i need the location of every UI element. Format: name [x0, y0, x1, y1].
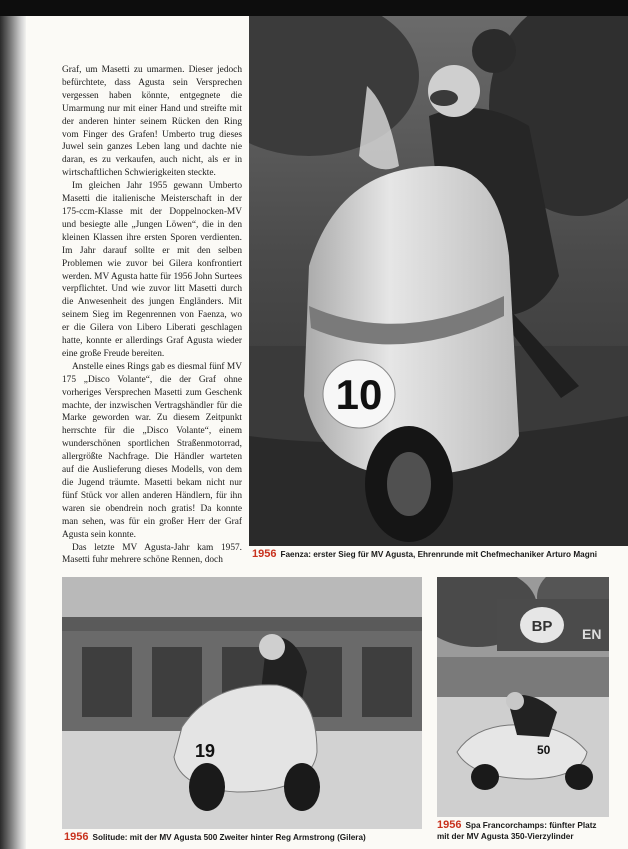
caption-text: Solitude: mit der MV Agusta 500 Zweiter hinter Reg Armstrong (Gilera) [92, 833, 366, 842]
paragraph-1: Graf, um Masetti zu umarmen. Dieser jedoch befürchtete, dass Agusta sein Versprechen vergessen haben könnte, entgegnete die Umarmung nur mit einer Hand und streifte mit der anderen hinter seinem Rücken den Ring vom Finger des Grafen! Umberto trug dieses Juwel sein ganzes Leben lang und dachte nie daran, es zu verkaufen, auch nicht, als er in wirtschaftlichen Schwierigkeiten steckte. [62, 65, 242, 179]
solitude-caption [64, 832, 424, 843]
race-number-10: 10 [335, 371, 383, 418]
en-sign: EN [582, 626, 602, 642]
main-photo-faenza [249, 16, 628, 546]
photo-spa-francorchamps [437, 577, 609, 817]
caption-year: 1956 [64, 831, 89, 843]
photo-solitude [62, 577, 422, 829]
caption-text: Spa Francorchamps: fünfter Platz mit der MV Agusta 350-Vierzylinder [437, 821, 597, 841]
race-number-50: 50 [537, 743, 551, 757]
caption-year: 1956 [252, 548, 277, 560]
spa-caption [437, 820, 609, 842]
top-scan-border [0, 0, 628, 16]
article-text-column [62, 64, 242, 567]
paragraph-3: Anstelle eines Rings gab es diesmal fünf MV 175 „Disco Volante“, die der Graf ohne vorheriges Versprechen Masetti zum Geschenk machte, der inzwischen Vertragshändler für die Marke geworden war. Zu diesem Zeitpunkt herrschte für die „Disco Volante“, einem wunderschönen sportlichen Straßenmotorrad, allergrößte Nachfrage. Die Händler warteten auf die Auslieferung dieses Modells, von dem die Jugend träumte. Masetti bekam nicht nur fünf Stück vor allen anderen Händlern, für ihn waren sie obendrein noch gratis! Da konnte man sehen, was für ein großer Herr der Graf Agusta sein konnte. [62, 361, 242, 540]
caption-text: Faenza: erster Sieg für MV Agusta, Ehrenrunde mit Chefmechaniker Arturo Magni [280, 550, 597, 559]
caption-year: 1956 [437, 819, 462, 831]
paragraph-2: Im gleichen Jahr 1955 gewann Umberto Masetti die italienische Meisterschaft in der 175-ccm-Klasse mit der Doppelnocken-MV und besiegte alle „Jungen Löwen“, die in den kleinen Klassen ihre ersten Sporen verdienten. Im Jahr darauf sollte er mit den selben Problemen wie zuvor bei Gilera konfrontiert werden. MV Agusta hatte für 1956 John Surtees verpflichtet. Und wie zuvor litt Masetti durch die Anwesenheit des jungen Engländers. Mit seinem Sieg im Regenrennen von Faenza, wo er die Gilera von Libero Liberati geschlagen hatte, konnte er allerdings Graf Agusta wieder eine große Freude bereiten. [62, 181, 242, 359]
book-spine-shadow [0, 0, 26, 849]
main-photo-caption [252, 549, 628, 560]
race-number-19: 19 [195, 741, 216, 761]
paragraph-4: Das letzte MV Agusta-Jahr kam 1957. Masetti fuhr mehrere schöne Rennen, doch [62, 542, 242, 566]
bp-sign: BP [531, 618, 553, 635]
